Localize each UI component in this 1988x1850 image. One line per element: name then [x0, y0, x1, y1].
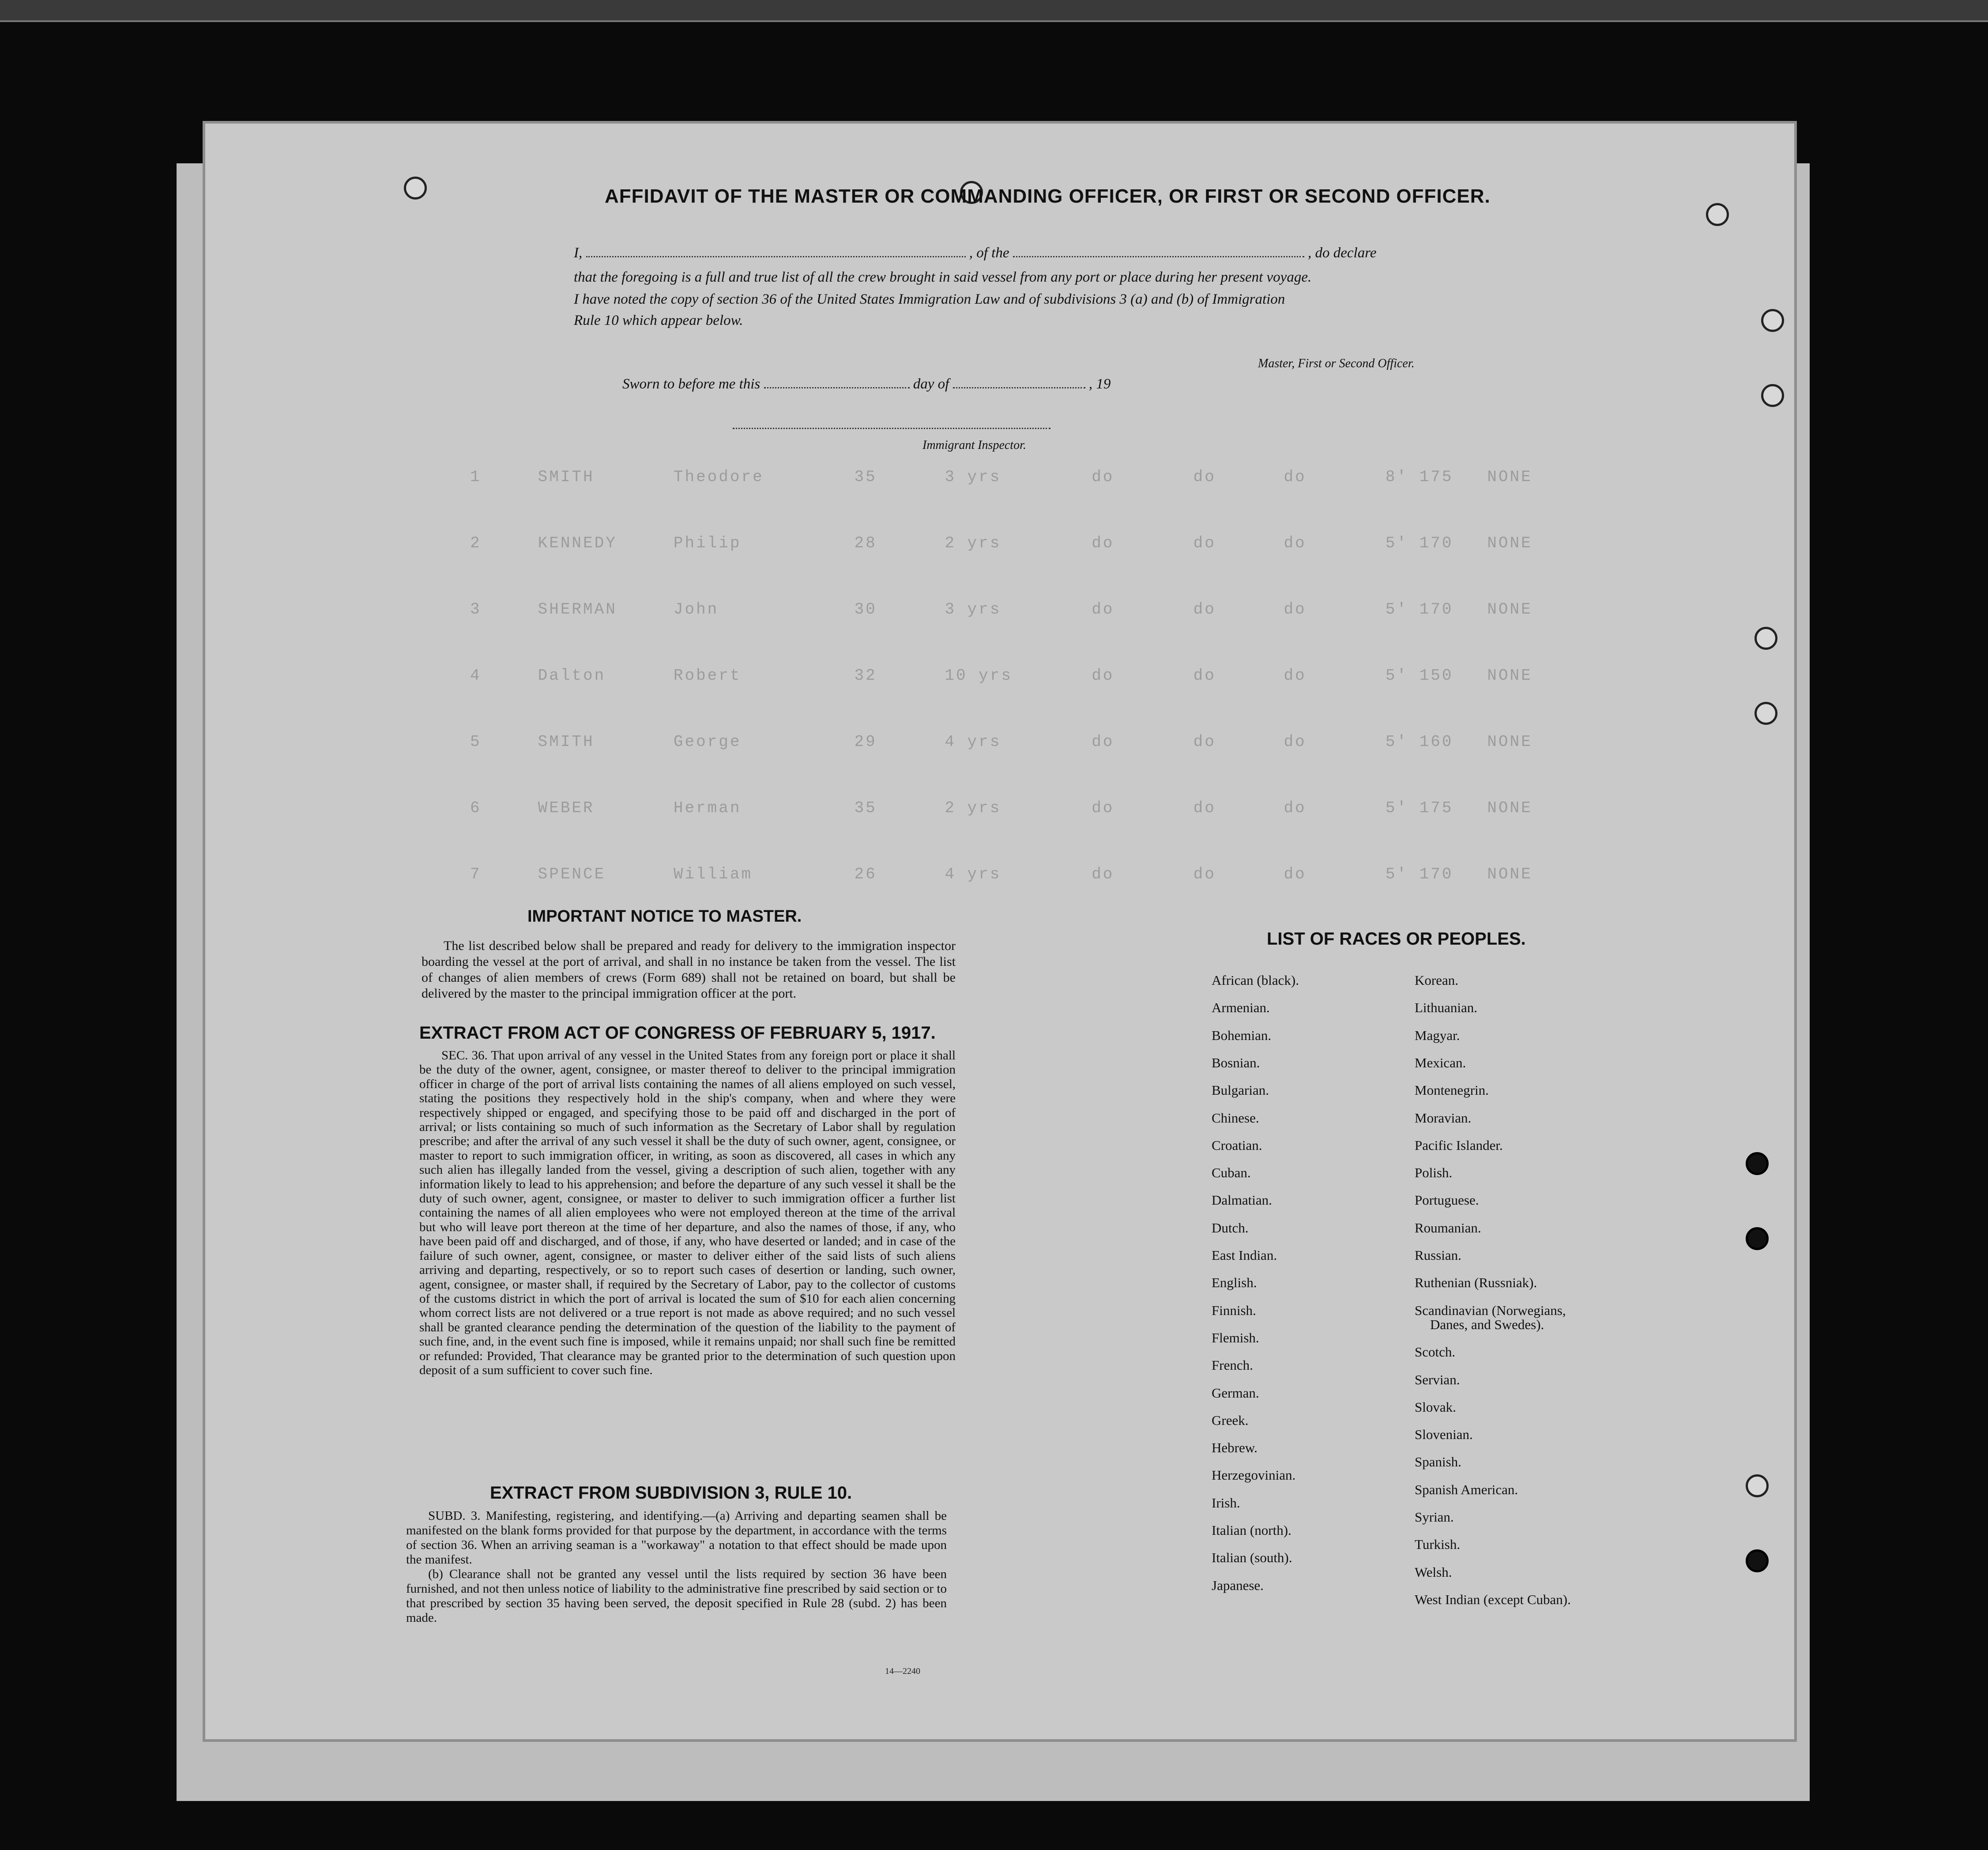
affidavit-line-2: that the foregoing is a full and true list of all the crew brought in said vessel from any port or place during her present voyage. — [574, 269, 1312, 285]
race-item: Italian (north). — [1212, 1522, 1291, 1538]
act-title: EXTRACT FROM ACT OF CONGRESS OF FEBRUARY 5, 1917. — [419, 1023, 936, 1043]
bleed-through-texture: 2 KENNEDY Philip 28 2 yrs do do do 5' 170 NONE — [470, 534, 1532, 552]
i-label: I, — [574, 245, 583, 261]
bleed-through-texture: 6 WEBER Herman 35 2 yrs do do do 5' 175 NONE — [470, 799, 1532, 817]
race-item: Ruthenian (Russniak). — [1415, 1275, 1537, 1291]
race-item: Lithuanian. — [1415, 1000, 1478, 1016]
punch-hole — [1761, 384, 1784, 407]
race-item: West Indian (except Cuban). — [1415, 1591, 1571, 1607]
notice-title: IMPORTANT NOTICE TO MASTER. — [527, 907, 802, 926]
races-title: LIST OF RACES OR PEOPLES. — [1267, 929, 1526, 949]
affidavit-line-3: I have noted the copy of section 36 of the United States Immigration Law and of subdivisions 3 (a) and (b) of Immigration — [574, 291, 1285, 307]
affidavit-declaration-line — [574, 245, 1376, 261]
vessel-blank — [1013, 254, 1304, 257]
punch-hole — [1761, 309, 1784, 332]
punch-hole — [1755, 627, 1777, 650]
race-item: German. — [1212, 1385, 1259, 1401]
do-declare-label: , do declare — [1307, 245, 1377, 261]
race-item: Croatian. — [1212, 1137, 1262, 1153]
affidavit-line-4: Rule 10 which appear below. — [574, 313, 743, 328]
act-body — [419, 1048, 956, 1377]
race-item: Mexican. — [1415, 1055, 1466, 1070]
sworn-line — [622, 376, 1111, 392]
sworn-label: Sworn to before me this — [622, 376, 761, 392]
race-item: English. — [1212, 1275, 1257, 1291]
race-item: Servian. — [1415, 1371, 1460, 1387]
inspector-signature-blank — [733, 426, 1050, 429]
punch-hole — [1746, 1152, 1769, 1175]
name-blank — [586, 254, 966, 257]
race-item: Scotch. — [1415, 1344, 1456, 1360]
race-item: Dalmatian. — [1212, 1192, 1272, 1208]
race-item: Dutch. — [1212, 1220, 1249, 1236]
race-item: Bosnian. — [1212, 1055, 1260, 1070]
inspector-label: Immigrant Inspector. — [922, 438, 1026, 452]
bleed-through-texture: 4 Dalton Robert 32 10 yrs do do do 5' 150 NONE — [470, 667, 1532, 685]
scan-top-strip — [0, 0, 1988, 22]
race-item: Russian. — [1415, 1247, 1461, 1263]
rule-body — [406, 1509, 947, 1625]
bleed-through-texture: 3 SHERMAN John 30 3 yrs do do do 5' 170 NONE — [470, 600, 1532, 618]
punch-hole — [1746, 1227, 1769, 1250]
document-page — [205, 124, 1794, 1739]
race-item: Bohemian. — [1212, 1027, 1272, 1043]
bleed-through-texture: 7 SPENCE William 26 4 yrs do do do 5' 170 NONE — [470, 865, 1532, 883]
act-section-36: SEC. 36. That upon arrival of any vessel in the United States from any foreign port or place it shall be the duty of the owner, agent, consignee, or master thereof to deliver to the principal immigration officer in charge of the port of arrival lists containing the names of all aliens employed on such vessel, stating the positions they respectively hold in the ship's company, when and where they were respectively shipped or engaged, and specifying those to be paid off and discharged in the port of arrival; or lists containing so much of such information as the Secretary of Labor shall by regulation prescribe; and after the arrival of any such vessel it shall be the duty of such owner, agent, consignee, or master to report to such immigration officer, in writing, as soon as discovered, all cases in which any such alien has illegally landed from the vessel, giving a description of such alien, together with any information likely to lead to his apprehension; and before the departure of any such vessel it shall be the duty of such owner, agent, consignee, or master to deliver to such immigration officer a further list containing the names of all alien employees who were not employed thereon at the time of the arrival but who will leave port thereon at the time of her departure, and also the names of those, if any, who have been paid off and discharged, and of those, if any, who have deserted or landed; and in case of the failure of such owner, agent, consignee, or master to deliver either of the said lists of such aliens arriving and departing, respectively, or so to report such cases of desertion or landing, such owner, agent, consignee, or master shall, if required by the Secretary of Labor, pay to the collector of customs of the customs district in which the port of arrival is located the sum of $10 for each alien concerning whom correct lists are not delivered or a true report is not made as above required; and no such vessel shall be granted clearance pending the determination of the question of the liability to the payment of such fine, and, in the event such fine is imposed, while it remains unpaid; nor shall such fine be remitted or refunded: Provided, That clearance may be granted prior to the determination of such question upon deposit of a sum sufficient to cover such fine. — [419, 1048, 956, 1377]
race-item: Danes, and Swedes). — [1430, 1316, 1544, 1332]
of-the-label: , of the — [969, 245, 1009, 261]
punch-hole — [1706, 203, 1729, 226]
race-item: Korean. — [1415, 972, 1458, 988]
rule-subdivision-a: SUBD. 3. Manifesting, registering, and identifying.—(a) Arriving and departing seamen shall be manifested on the blank forms provided for that purpose by the department, in accordance with the terms of section 36. When an arriving seaman is a "workaway" a notation to that effect should be made upon the manifest. — [406, 1509, 947, 1567]
race-item: Cuban. — [1212, 1165, 1251, 1181]
notice-body — [422, 938, 956, 1002]
race-item: Hebrew. — [1212, 1440, 1258, 1456]
race-item: Bulgarian. — [1212, 1082, 1269, 1098]
race-item: Syrian. — [1415, 1509, 1454, 1525]
race-item: Flemish. — [1212, 1330, 1259, 1345]
race-item: Armenian. — [1212, 1000, 1270, 1016]
race-item: Slovak. — [1415, 1399, 1456, 1415]
race-item: East Indian. — [1212, 1247, 1277, 1263]
race-item: Scandinavian (Norwegians, — [1415, 1302, 1566, 1318]
race-item: Pacific Islander. — [1415, 1137, 1503, 1153]
race-item: Finnish. — [1212, 1302, 1256, 1318]
punch-hole — [404, 177, 427, 200]
affidavit-title: AFFIDAVIT OF THE MASTER OR COMMANDING OFFICER, OR FIRST OR SECOND OFFICER. — [605, 185, 1491, 207]
race-item: Polish. — [1415, 1165, 1453, 1181]
race-item: African (black). — [1212, 972, 1299, 988]
sworn-day-blank — [764, 385, 910, 388]
race-item: Moravian. — [1415, 1110, 1472, 1126]
sworn-month-blank — [953, 385, 1085, 388]
day-of-label: day of — [913, 376, 949, 392]
race-item: Montenegrin. — [1415, 1082, 1489, 1098]
rule-title: EXTRACT FROM SUBDIVISION 3, RULE 10. — [490, 1483, 852, 1503]
race-item: Portuguese. — [1415, 1192, 1479, 1208]
form-number: 14—2240 — [885, 1666, 920, 1676]
punch-hole — [1755, 702, 1777, 725]
race-item: Magyar. — [1415, 1027, 1460, 1043]
bleed-through-texture: 5 SMITH George 29 4 yrs do do do 5' 160 NONE — [470, 733, 1532, 751]
race-item: Japanese. — [1212, 1577, 1264, 1593]
race-item: Irish. — [1212, 1495, 1240, 1511]
rule-subdivision-b: (b) Clearance shall not be granted any vessel until the lists required by section 36 have been furnished, and not then unless notice of liability to the administrative fine prescribed by said section or to that prescribed by section 35 having been served, the deposit specified in Rule 28 (subd. 2) has been made. — [406, 1567, 947, 1625]
race-item: Welsh. — [1415, 1564, 1452, 1580]
master-signature-label: Master, First or Second Officer. — [1258, 357, 1415, 370]
race-item: Roumanian. — [1415, 1220, 1481, 1236]
race-item: Spanish American. — [1415, 1481, 1518, 1497]
bleed-through-texture: 1 SMITH Theodore 35 3 yrs do do do 8' 175 NONE — [470, 468, 1532, 486]
race-item: Spanish. — [1415, 1454, 1461, 1470]
race-item: Chinese. — [1212, 1110, 1259, 1126]
race-item: Italian (south). — [1212, 1550, 1292, 1566]
race-item: French. — [1212, 1357, 1253, 1373]
race-item: Greek. — [1212, 1412, 1249, 1428]
race-item: Herzegovinian. — [1212, 1467, 1296, 1483]
notice-paragraph: The list described below shall be prepared and ready for delivery to the immigration inspector boarding the vessel at the port of arrival, and shall in no instance be taken from the vessel. The list of changes of alien members of crews (Form 689) shall not be retained on board, but shall be delivered by the master to the principal immigration officer at the port. — [422, 938, 956, 1001]
punch-hole — [1746, 1549, 1769, 1572]
race-item: Turkish. — [1415, 1537, 1461, 1552]
punch-hole — [1746, 1474, 1769, 1497]
race-item: Slovenian. — [1415, 1427, 1473, 1443]
year-label: , 19 — [1088, 376, 1111, 392]
